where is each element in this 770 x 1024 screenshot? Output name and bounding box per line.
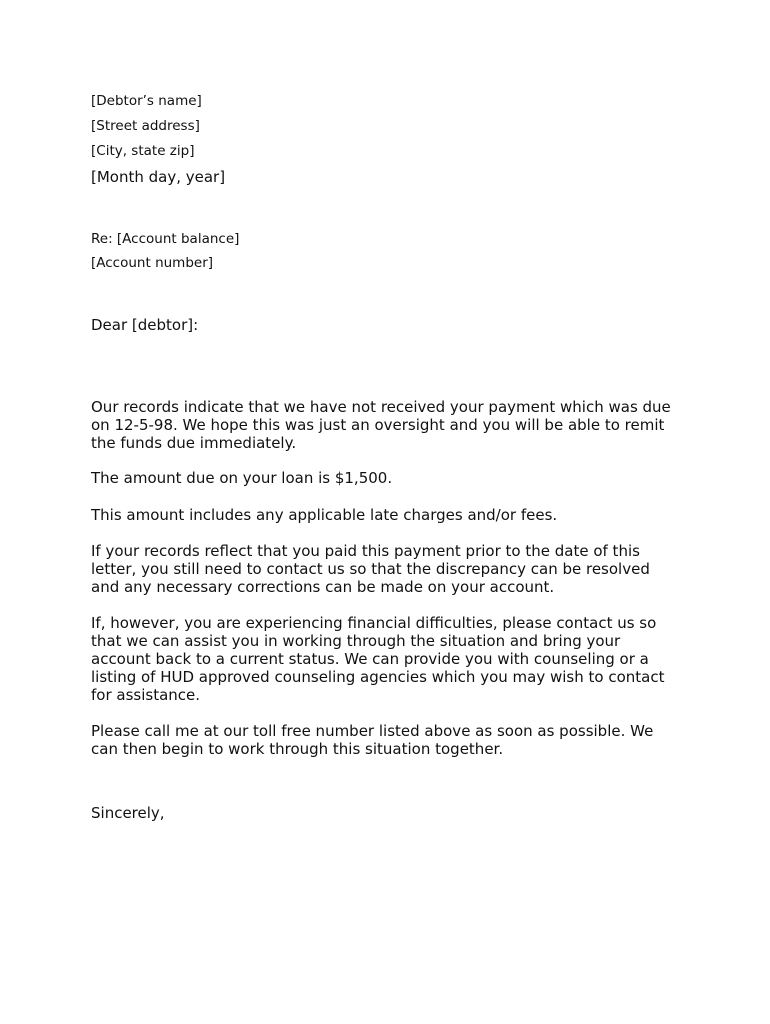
paragraph-line: letter, you still need to contact us so that the discrepancy can be resolved (91, 560, 650, 578)
paragraph-line: can then begin to work through this situation together. (91, 740, 504, 758)
paragraph-call-request (91, 722, 691, 758)
salutation: Dear [debtor]: (91, 316, 199, 334)
paragraph-line: The amount due on your loan is $1,500. (91, 469, 393, 487)
paragraph-records-reflect (91, 542, 691, 596)
paragraph-line: listing of HUD approved counseling agencies which you may wish to contact (91, 668, 665, 686)
paragraph-line: that we can assist you in working through the situation and bring your (91, 632, 621, 650)
debtor-name: [Debtor’s name] (91, 93, 202, 109)
city-state-zip: [City, state zip] (91, 143, 195, 159)
street-address: [Street address] (91, 118, 200, 134)
paragraph-amount-due (91, 469, 691, 487)
paragraph-late-charges (91, 506, 691, 524)
paragraph-line: If, however, you are experiencing financial difficulties, please contact us so (91, 614, 657, 632)
paragraph-financial-difficulties (91, 614, 691, 704)
paragraph-line: on 12-5-98. We hope this was just an oversight and you will be able to remit (91, 416, 665, 434)
account-number: [Account number] (91, 255, 214, 271)
paragraph-line: and any necessary corrections can be made on your account. (91, 578, 555, 596)
paragraph-line: Our records indicate that we have not received your payment which was due (91, 398, 671, 416)
paragraph-overdue-notice (91, 398, 691, 452)
paragraph-line: for assistance. (91, 686, 201, 704)
paragraph-line: Please call me at our toll free number listed above as soon as possible. We (91, 722, 654, 740)
letter-date: [Month day, year] (91, 168, 226, 186)
paragraph-line: the funds due immediately. (91, 434, 297, 452)
paragraph-line: If your records reflect that you paid this payment prior to the date of this (91, 542, 640, 560)
paragraph-line: account back to a current status. We can provide you with counseling or a (91, 650, 649, 668)
re-line: Re: [Account balance] (91, 231, 240, 247)
closing: Sincerely, (91, 804, 165, 822)
paragraph-line: This amount includes any applicable late charges and/or fees. (91, 506, 558, 524)
